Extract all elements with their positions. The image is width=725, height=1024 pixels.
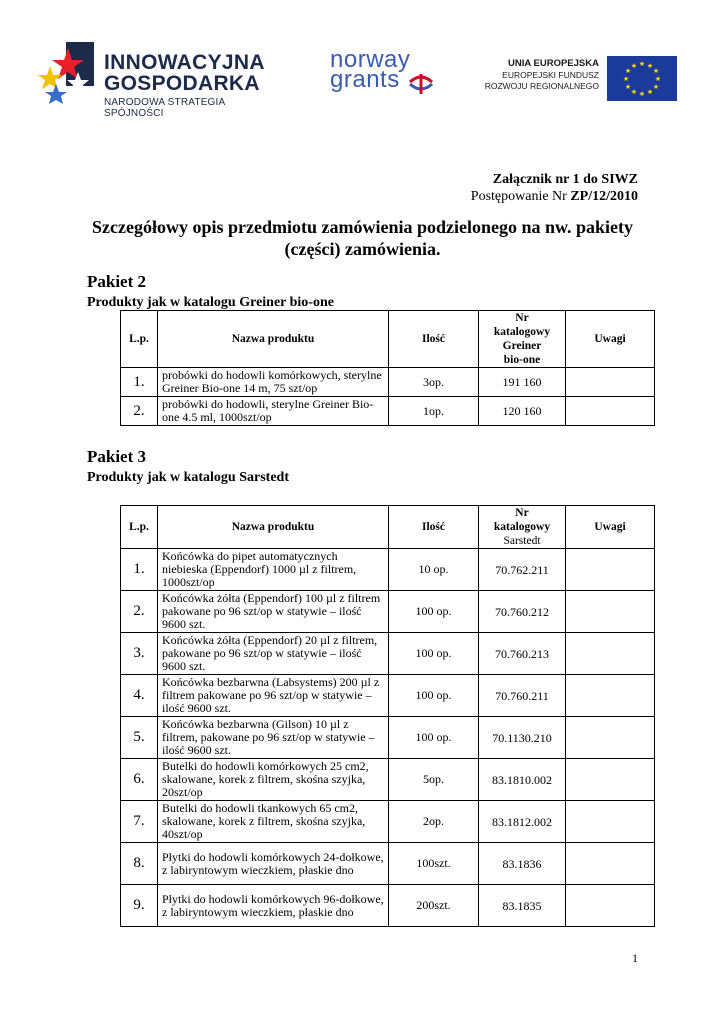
row-catalog: 83.1835: [479, 885, 566, 927]
svg-text:★: ★: [646, 88, 654, 96]
row-catalog: 70.760.211: [479, 675, 566, 717]
table-row: [121, 591, 655, 633]
attachment-label: Załącznik nr 1 do SIWZ: [492, 172, 638, 187]
proceeding-prefix: Postępowanie Nr: [470, 189, 571, 204]
row-name: Końcówka do pipet automatycznych niebieska (Eppendorf) 1000 µl z filtrem, 1000szt/op: [158, 549, 389, 591]
row-catalog: 70.760.212: [479, 591, 566, 633]
col-qty-header: Ilość: [389, 311, 479, 368]
catalog-header-line: bio-one: [503, 354, 541, 366]
norway-flag-swirl-icon: [406, 68, 436, 98]
row-catalog: 70.762.211: [479, 549, 566, 591]
table-row: [121, 717, 655, 759]
svg-text:★: ★: [630, 62, 638, 70]
row-lp: 1.: [121, 549, 158, 591]
svg-text:★: ★: [652, 83, 660, 91]
svg-text:★: ★: [646, 62, 654, 70]
table-header-row: [121, 506, 655, 549]
row-qty: 100 op.: [389, 717, 479, 759]
col-name-header: Nazwa produktu: [158, 506, 389, 549]
package-2-subheading: Produkty jak w katalogu Greiner bio-one: [87, 295, 334, 310]
row-catalog: 83.1812.002: [479, 801, 566, 843]
row-catalog: 120 160: [479, 397, 566, 426]
table-row: [121, 885, 655, 927]
table-row: [121, 549, 655, 591]
row-lp: 9.: [121, 885, 158, 927]
reference-block: [471, 171, 638, 205]
row-catalog: 83.1836: [479, 843, 566, 885]
col-remarks-header: Uwagi: [566, 506, 655, 549]
col-lp-header: L.p.: [121, 311, 158, 368]
row-remarks: [566, 368, 655, 397]
row-catalog: 191 160: [479, 368, 566, 397]
row-catalog: 70.1130.210: [479, 717, 566, 759]
row-name: Końcówka bezbarwna (Labsystems) 200 µl z filtrem pakowane po 96 szt/op w statywie – ilość 9600 szt.: [158, 675, 389, 717]
col-remarks-header: Uwagi: [566, 311, 655, 368]
page-number: 1: [632, 951, 638, 965]
row-qty: 100 op.: [389, 633, 479, 675]
row-lp: 1.: [121, 368, 158, 397]
row-name: Końcówka bezbarwna (Gilson) 10 µl z filtrem, pakowane po 96 szt/op w statywie – ilość 9600 szt.: [158, 717, 389, 759]
row-remarks: [566, 591, 655, 633]
row-lp: 5.: [121, 717, 158, 759]
row-name: probówki do hodowli komórkowych, sterylne Greiner Bio-one 14 m, 75 szt/op: [158, 368, 389, 397]
catalog-header-line: Greiner: [502, 340, 542, 352]
norway-grants-logo: [330, 46, 440, 100]
package-3-heading: Pakiet 3: [87, 447, 147, 466]
svg-text:★: ★: [638, 60, 646, 68]
row-name: Płytki do hodowli komórkowych 24-dołkowe, z labiryntowym wieczkiem, płaskie dno: [158, 843, 389, 885]
row-name: probówki do hodowli, sterylne Greiner Bio-one 4.5 ml, 1000szt/op: [158, 397, 389, 426]
package-2-table: [120, 310, 655, 426]
row-qty: 100szt.: [389, 843, 479, 885]
row-lp: 8.: [121, 843, 158, 885]
row-name: Butelki do hodowli tkankowych 65 cm2, skalowane, korek z filtrem, skośna szyjka, 40szt/op: [158, 801, 389, 843]
table-row: [121, 368, 655, 397]
ig-logo-line1: INNOWACYJNA: [104, 51, 265, 74]
col-qty-header: Ilość: [389, 506, 479, 549]
row-name: Butelki do hodowli komórkowych 25 cm2, skalowane, korek z filtrem, skośna szyjka, 20szt/op: [158, 759, 389, 801]
row-remarks: [566, 885, 655, 927]
catalog-header-line: Nr: [515, 507, 529, 519]
row-qty: 200szt.: [389, 885, 479, 927]
catalog-header-line: katalogowy: [493, 326, 551, 338]
document-title: Szczegółowy opis przedmiotu zamówienia podzielonego na nw. pakiety (części) zamówienia.: [92, 217, 633, 259]
eu-logo-line2: EUROPEJSKI FUNDUSZ: [502, 70, 599, 80]
proceeding-number: ZP/12/2010: [570, 189, 638, 204]
row-lp: 3.: [121, 633, 158, 675]
svg-text:★: ★: [624, 83, 632, 91]
eu-logo-line3: ROZWOJU REGIONALNEGO: [484, 81, 599, 91]
row-remarks: [566, 633, 655, 675]
table-row: [121, 675, 655, 717]
col-lp-header: L.p.: [121, 506, 158, 549]
innowacyjna-gospodarka-logo: [38, 38, 278, 119]
row-remarks: [566, 801, 655, 843]
ng-logo-line2: grants: [330, 66, 400, 93]
row-remarks: [566, 675, 655, 717]
row-qty: 1op.: [389, 397, 479, 426]
row-lp: 4.: [121, 675, 158, 717]
col-name-header: Nazwa produktu: [158, 311, 389, 368]
svg-text:★: ★: [630, 88, 638, 96]
svg-text:★: ★: [638, 90, 646, 98]
package-3-table: [120, 505, 655, 927]
svg-text:★: ★: [654, 75, 662, 83]
col-catalog-header: [479, 311, 566, 368]
table-row: [121, 397, 655, 426]
row-qty: 5op.: [389, 759, 479, 801]
ig-star-emblem-icon: [38, 38, 98, 110]
eu-flag-icon: [607, 56, 677, 101]
row-remarks: [566, 717, 655, 759]
catalog-header-line: Sarstedt: [503, 535, 541, 547]
ig-logo-line2: GOSPODARKA: [104, 72, 260, 95]
row-remarks: [566, 549, 655, 591]
package-2-heading: Pakiet 2: [87, 272, 147, 291]
row-qty: 100 op.: [389, 591, 479, 633]
svg-text:★: ★: [652, 67, 660, 75]
row-catalog: 83.1810.002: [479, 759, 566, 801]
col-catalog-header: [479, 506, 566, 549]
ng-logo-line1: norway: [330, 46, 411, 73]
row-remarks: [566, 397, 655, 426]
row-qty: 3op.: [389, 368, 479, 397]
row-qty: 10 op.: [389, 549, 479, 591]
table-row: [121, 801, 655, 843]
eu-logo: [484, 56, 677, 100]
ig-logo-line3: NARODOWA STRATEGIA SPÓJNOŚCI: [104, 97, 225, 119]
row-name: Końcówka żółta (Eppendorf) 20 µl z filtrem, pakowane po 96 szt/op w statywie – ilość 9600 szt.: [158, 633, 389, 675]
row-name: Końcówka żółta (Eppendorf) 100 µl z filtrem pakowane po 96 szt/op w statywie – ilość 9600 szt.: [158, 591, 389, 633]
row-lp: 2.: [121, 591, 158, 633]
table-row: [121, 633, 655, 675]
svg-text:★: ★: [622, 75, 630, 83]
row-name: Płytki do hodowli komórkowych 96-dołkowe, z labiryntowym wieczkiem, płaskie dno: [158, 885, 389, 927]
row-remarks: [566, 759, 655, 801]
eu-logo-line1: UNIA EUROPEJSKA: [508, 58, 599, 69]
row-catalog: 70.760.213: [479, 633, 566, 675]
table-row: [121, 843, 655, 885]
row-qty: 100 op.: [389, 675, 479, 717]
row-lp: 6.: [121, 759, 158, 801]
table-row: [121, 759, 655, 801]
table-header-row: [121, 311, 655, 368]
page-header: [0, 0, 725, 130]
row-lp: 2.: [121, 397, 158, 426]
row-lp: 7.: [121, 801, 158, 843]
package-3-subheading: Produkty jak w katalogu Sarstedt: [87, 470, 289, 485]
catalog-header-line: Nr: [515, 312, 529, 324]
row-remarks: [566, 843, 655, 885]
catalog-header-line: katalogowy: [493, 521, 551, 533]
row-qty: 2op.: [389, 801, 479, 843]
svg-text:★: ★: [624, 67, 632, 75]
proceeding-line: [471, 188, 638, 205]
